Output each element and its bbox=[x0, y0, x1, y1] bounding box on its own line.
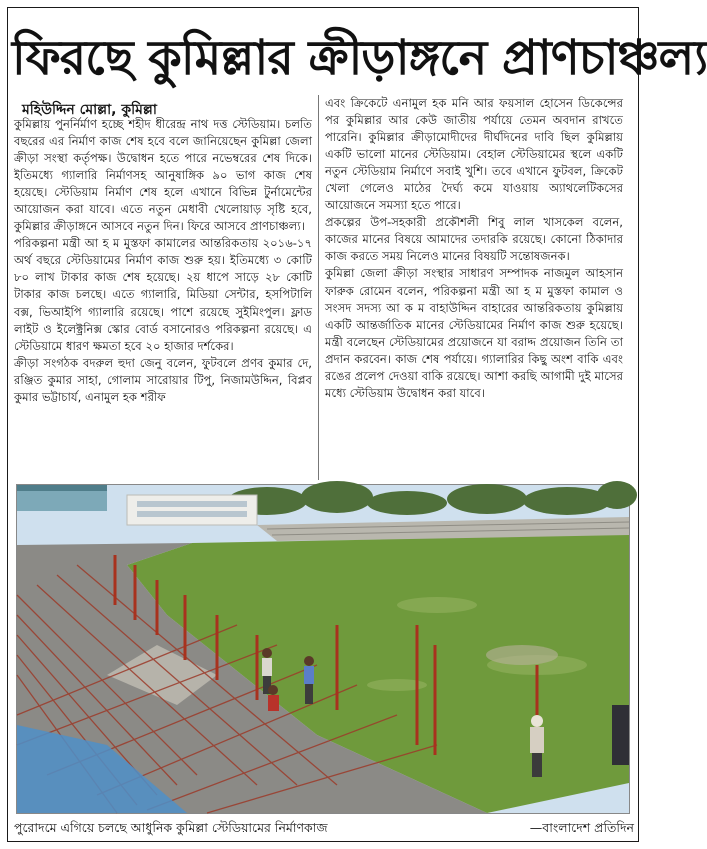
dry-patch bbox=[486, 645, 558, 665]
paragraph: এবং ক্রিকেটে এনামুল হক মনি আর ফয়সাল হোসেন ডিকেন্সের পর কুমিল্লার আর কেউ জাতীয় পর্যায়ে তেমন অবদান রাখতে পারেনি। কুমিল্লার ক্রীড়ামোদীদের দীর্ঘদিনের দাবি ছিল কুমিল্লায় একটি ভালো মানের স্টেডিয়াম। বেহাল স্টেডিয়ামের স্থলে একটি নতুন স্টেডিয়াম নির্মাণে সবাই খুশি। তবে এখানে ফুটবল, ক্রিকেট খেলা গেলেও মাঠের দৈর্ঘ্য কমে যাওয়ায় অ্যাথলেটিকসের আয়োজনে সমস্যা হতে পারে। bbox=[325, 96, 623, 213]
paragraph: প্রকল্পের উপ-সহকারী প্রকৌশলী শিবু লাল খাসকেল বলেন, কাজের মানের বিষয়ে আমাদের তদারকি রয়েছে। কোনো ঠিকাদার কাজ করতে সময় নিলেও মানের বিষয়টি সন্তোষজনক। bbox=[325, 215, 623, 264]
headline: ফিরছে কুমিল্লার ক্রীড়াঙ্গনে প্রাণচাঞ্চল্য bbox=[12, 30, 707, 86]
photo-illustration bbox=[17, 485, 629, 813]
article-column-left bbox=[14, 112, 312, 484]
paragraph: কুমিল্লা জেলা ক্রীড়া সংস্থার সাধারণ সম্পাদক নাজমুল আহসান ফারুক রোমেন বলেন, পরিকল্পনা মন্ত্রী আ হ ম মুস্তফা কামাল ও সংসদ সদস্য আ ক ম বাহাউদ্দিন বাহারের আন্তরিকতায় কুমিল্লায় একটি আন্তর্জাতিক মানের স্টেডিয়ামের নির্মাণ কাজ শুরু হয়েছে। মন্ত্রী বলেছেন স্টেডিয়ামের প্রয়োজনে যা বরাদ্দ প্রয়োজন তিনি তা প্রদান করবেন। কাজ শেষ পর্যায়ে। গ্যালারির কিছু অংশ বাকি এবং রঙের প্রলেপ দেওয়া বাকি রয়েছে। আশা করছি আগামী দুই মাসের মধ্যে স্টেডিয়াম উদ্বোধন করা যাবে। bbox=[325, 266, 623, 400]
column-divider bbox=[318, 95, 319, 480]
stadium-construction-photo bbox=[16, 484, 630, 814]
paragraph: পরিকল্পনা মন্ত্রী আ হ ম মুস্তফা কামালের আন্তরিকতায় ২০১৬-১৭ অর্থ বছরে স্টেডিয়ামের নির্মাণ কাজ শুরু হয়। ইতিমধ্যে ৩ কোটি ৮০ লাখ টাকার কাজ শেষ হয়েছে। ২য় ধাপে সাড়ে ২৮ কোটি টাকার কাজ চলছে। এতে গ্যালারি, মিডিয়া সেন্টার, হসপিটালি বক্স, ভিআইপি গ্যালারি রয়েছে। পাশে রয়েছে সুইমিংপুল। ফ্লাড লাইট ও ইলেক্ট্রনিক্স স্কোর বোর্ড বসানোরও পরিকল্পনা রয়েছে। এ স্টেডিয়ামে ধারণ ক্ষমতা হবে ২০ হাজার দর্শকের। bbox=[14, 236, 312, 353]
photo-caption: পুরোদমে এগিয়ে চলছে আধুনিক কুমিল্লা স্টেডিয়ামের নির্মাণকাজ bbox=[14, 820, 328, 835]
article-column-right bbox=[325, 95, 623, 480]
paragraph: কুমিল্লায় পুনর্নির্মাণ হচ্ছে শহীদ ধীরেন্দ্র নাথ দত্ত স্টেডিয়াম। চলতি বছরের এর নির্মাণ কাজ শেষ হবে বলে জানিয়েছেন কুমিল্লা জেলা ক্রীড়া সংস্থা কর্তৃপক্ষ। উদ্বোধন হতে পারে নভেম্বরের শেষ দিকে। ইতিমধ্যে গ্যালারি নির্মাণসহ আনুষাঙ্গিক ৯০ ভাগ কাজ শেষ হয়েছে। স্টেডিয়াম নির্মাণ শেষ হলে এখানে বিভিন্ন টুর্নামেন্টের আয়োজন করা যাবে। এতে নতুন মেধাবী খেলোয়াড় সৃষ্টি হবে, কুমিল্লার ক্রীড়াঙ্গনে আসবে নতুন দিন। ফিরে আসবে প্রাণচাঞ্চল্য। bbox=[14, 117, 312, 234]
paragraph: ক্রীড়া সংগঠক বদরুল হুদা জেনু বলেন, ফুটবলে প্রণব কুমার দে, রঞ্জিত কুমার সাহা, গোলাম সারোয়ার টিপু, নিজামউদ্দিন, বিপ্লব কুমার ভট্টাচার্য, এনামুল হক শরীফ bbox=[14, 355, 312, 404]
byline: মহিউদ্দিন মোল্লা, কুমিল্লা bbox=[22, 102, 157, 118]
photo-credit: —বাংলাদেশ প্রতিদিন bbox=[529, 820, 634, 835]
